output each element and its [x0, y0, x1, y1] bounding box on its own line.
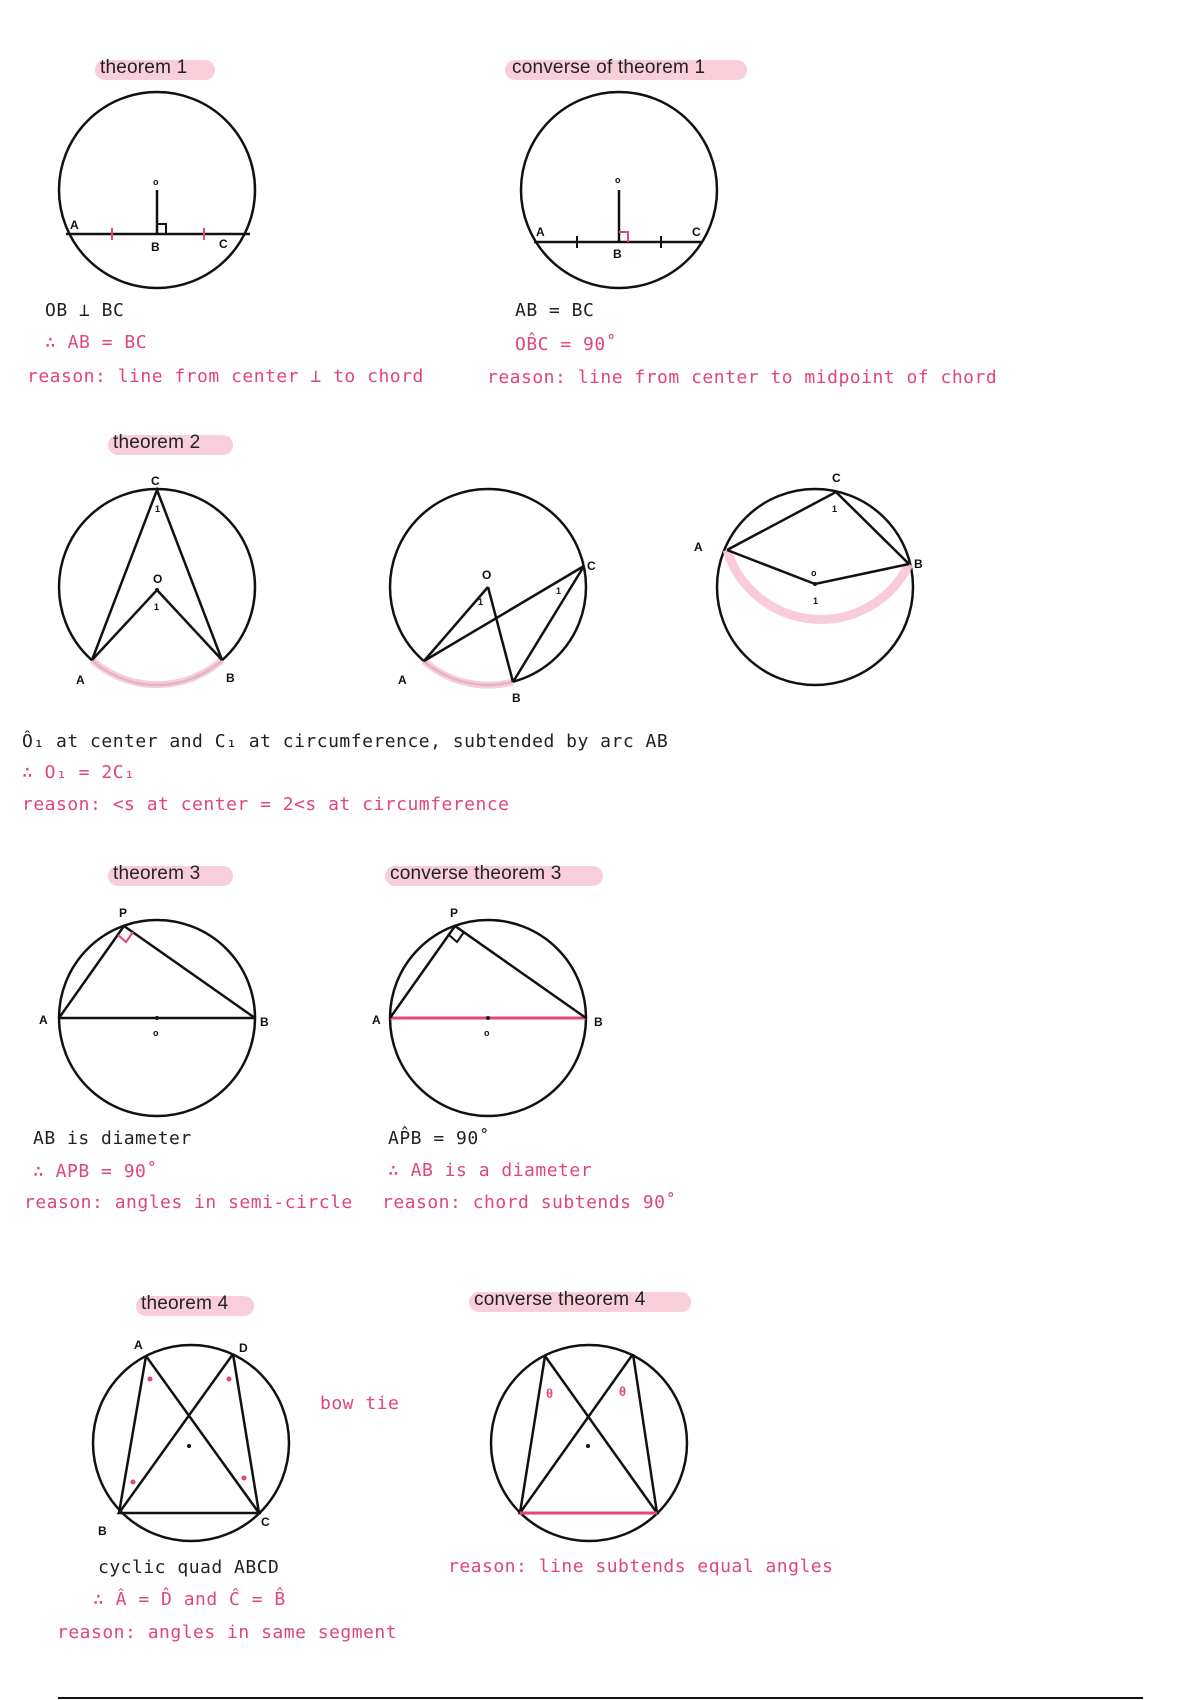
- theorem-3-given: AB is diameter: [33, 1128, 192, 1149]
- label-o: o: [484, 1028, 490, 1038]
- diagram-converse-theorem-1: [521, 92, 717, 288]
- title-theorem-4: theorem 4: [141, 1293, 229, 1314]
- label-o: o: [153, 1028, 159, 1038]
- right-angle-mark: [449, 932, 464, 942]
- label-a: A: [134, 1338, 143, 1352]
- theorem-4-side-note: bow tie: [320, 1393, 400, 1414]
- label-b: B: [226, 671, 235, 685]
- label-angle-o1: 1: [154, 602, 160, 612]
- label-angle-c1: 1: [832, 504, 838, 514]
- label-b: B: [260, 1015, 269, 1029]
- center-dot: [155, 1016, 159, 1020]
- converse-theorem-3-given: AP̂B = 90˚: [388, 1128, 491, 1149]
- theorem-2-reason: reason: <s at center = 2<s at circumference: [22, 794, 510, 815]
- title-theorem-2: theorem 2: [113, 432, 201, 453]
- theorem-4-reason: reason: angles in same segment: [57, 1622, 398, 1643]
- diagram-theorem-2-c: [694, 471, 923, 685]
- line-dc: [233, 1354, 259, 1513]
- theorem-4-given: cyclic quad ABCD: [98, 1557, 280, 1578]
- label-b: B: [914, 557, 923, 571]
- label-o: o: [811, 568, 817, 578]
- label-o: o: [153, 177, 159, 187]
- angle-mark-c: [242, 1476, 247, 1481]
- label-a: A: [39, 1013, 48, 1027]
- converse-theorem-1-reason: reason: line from center to midpoint of chord: [487, 367, 998, 388]
- theorem-1-given: OB ⊥ BC: [45, 300, 125, 321]
- diagram-theorem-3: [39, 906, 269, 1116]
- label-o: O: [482, 568, 492, 582]
- label-c: C: [261, 1515, 270, 1529]
- line-ob: [488, 587, 513, 682]
- label-a: A: [76, 673, 85, 687]
- label-a: A: [398, 673, 407, 687]
- converse-theorem-1-given: AB = BC: [515, 300, 595, 321]
- title-theorem-1: theorem 1: [100, 57, 188, 78]
- line-right: [633, 1354, 657, 1513]
- diagram-theorem-2-a: [59, 474, 255, 687]
- bottom-divider: [58, 1697, 1143, 1699]
- diagram-converse-theorem-4: [491, 1345, 687, 1541]
- triangle-apb: [390, 926, 586, 1018]
- center-dot: [187, 1444, 191, 1448]
- diagram-theorem-1: [59, 92, 255, 288]
- arc-ab-highlight: [424, 661, 513, 685]
- converse-theorem-4-reason: reason: line subtends equal angles: [448, 1556, 834, 1577]
- triangle-apb: [59, 926, 255, 1018]
- angle-at-center: [92, 590, 222, 660]
- label-b: B: [151, 240, 160, 254]
- converse-theorem-3-reason: reason: chord subtends 90˚: [382, 1192, 677, 1213]
- right-angle-mark: [118, 932, 133, 942]
- label-c: C: [832, 471, 841, 485]
- label-a: A: [536, 225, 545, 239]
- theorem-2-therefore: ∴ O₁ = 2C₁: [22, 762, 136, 783]
- label-p: P: [119, 906, 128, 920]
- arc-ab-highlight: [92, 660, 222, 685]
- angle-mark-d: [227, 1377, 232, 1382]
- theorem-3-reason: reason: angles in semi-circle: [24, 1192, 353, 1213]
- theorem-3-therefore: ∴ APB = 90˚: [33, 1161, 158, 1182]
- label-a: A: [694, 540, 703, 554]
- label-theta-left: θ: [546, 1386, 554, 1401]
- angle-mark-b: [131, 1480, 136, 1485]
- title-theorem-3: theorem 3: [113, 863, 201, 884]
- label-c: C: [692, 225, 701, 239]
- converse-theorem-1-therefore: OB̂C = 90˚: [515, 334, 618, 355]
- label-b: B: [594, 1015, 603, 1029]
- angle-mark-a: [148, 1377, 153, 1382]
- label-angle-o1: 1: [813, 596, 819, 606]
- label-c: C: [587, 559, 596, 573]
- label-c: C: [151, 474, 160, 488]
- title-converse-theorem-3: converse theorem 3: [390, 863, 562, 884]
- right-angle-mark: [157, 224, 166, 234]
- theorem-1-reason: reason: line from center ⊥ to chord: [27, 366, 424, 387]
- line-ab: [119, 1356, 146, 1513]
- label-d: D: [239, 1341, 248, 1355]
- line-left: [520, 1356, 545, 1513]
- center-dot: [486, 1016, 490, 1020]
- title-converse-theorem-1: converse of theorem 1: [512, 57, 706, 78]
- title-converse-theorem-4: converse theorem 4: [474, 1289, 646, 1310]
- center-dot: [155, 588, 159, 592]
- label-a: A: [70, 218, 79, 232]
- angle-at-circumference: [727, 492, 909, 564]
- reflex-angle-at-center: [727, 550, 909, 584]
- label-angle-c1: 1: [556, 586, 562, 596]
- theorem-2-given: Ô₁ at center and C₁ at circumference, subtended by arc AB: [22, 731, 669, 752]
- label-angle-c1: 1: [155, 504, 161, 514]
- circle: [59, 489, 255, 685]
- label-c: C: [219, 237, 228, 251]
- center-dot: [813, 582, 817, 586]
- diagram-theorem-4: [93, 1338, 289, 1541]
- label-b: B: [613, 247, 622, 261]
- theorem-1-therefore: ∴ AB = BC: [45, 332, 148, 353]
- diagram-theorem-2-b: [390, 489, 596, 705]
- theorem-4-therefore: ∴ Â = D̂ and Ĉ = B̂: [93, 1589, 286, 1610]
- label-o: O: [153, 572, 163, 586]
- center-dot: [586, 1444, 590, 1448]
- converse-theorem-3-therefore: ∴ AB is a diameter: [388, 1160, 593, 1181]
- label-a: A: [372, 1013, 381, 1027]
- label-p: P: [450, 906, 459, 920]
- label-theta-right: θ: [619, 1384, 627, 1399]
- label-b: B: [98, 1524, 107, 1538]
- label-angle-o1: 1: [478, 597, 484, 607]
- label-b: B: [512, 691, 521, 705]
- right-angle-mark: [619, 232, 628, 242]
- label-o: o: [615, 175, 621, 185]
- diagram-converse-theorem-3: [372, 906, 603, 1116]
